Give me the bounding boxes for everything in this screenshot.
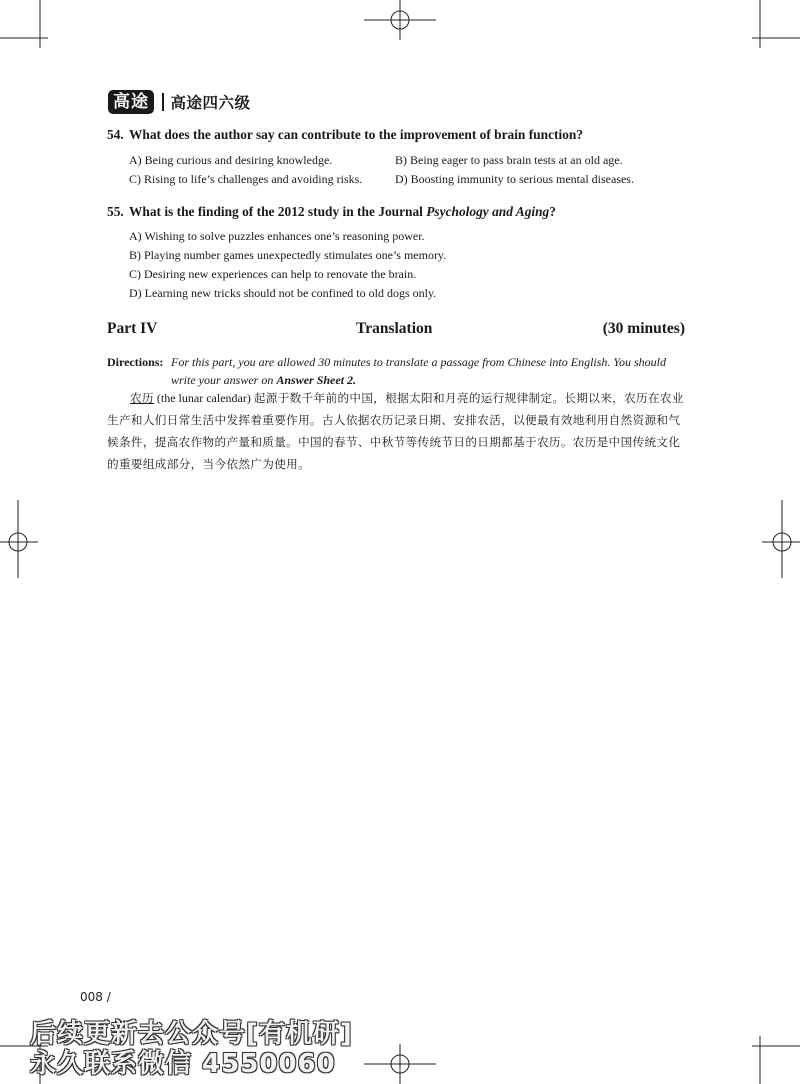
registration-mark-right [762,500,800,578]
question-text: What is the finding of the 2012 study in the Journal [129,204,427,219]
logo-divider [162,93,164,111]
passage-line-3: 候条件，提高农作物的产量和质量。中国的春节、中秋节等传统节日的日期都基于农历。农历是中国传统文化 [107,435,681,449]
q54-option-a[interactable]: A) Being curious and desiring knowledge. [129,153,333,167]
brand-logo [108,89,251,114]
answer-sheet-ref: Answer Sheet 2. [276,373,357,387]
passage-gloss: (the lunar calendar) [153,391,254,405]
journal-title: Psychology and Aging [426,204,550,219]
page-number: 008 / [80,990,111,1004]
part-title: Translation [356,320,433,337]
passage-line-2: 生产和人们日常生活中发挥着重要作用。古人依据农历记录日期、安排农活，以便最有效地利用自然资源和气 [107,413,681,427]
question-55-stem [107,204,556,220]
watermark-line-1: 后续更新去公众号[有机研] [30,1019,353,1049]
registration-mark-left [0,500,38,578]
logo-text: 高途四六级 [170,93,251,112]
q55-option-d[interactable]: D) Learning new tricks should not be confined to old dogs only. [129,286,437,300]
q54-option-b[interactable]: B) Being eager to pass brain tests at an old age. [395,153,623,167]
passage-line-1: 农历 (the lunar calendar) 起源于数千年前的中国，根据太阳和月亮的运行规律制定。长期以来，农历在农业 [130,391,684,405]
logo-box: 高途 [108,90,154,114]
question-number: 55. [107,204,124,219]
passage-term: 农历 [130,391,154,405]
q55-option-a[interactable]: A) Wishing to solve puzzles enhances one’s reasoning power. [129,229,425,243]
question-text: What does the author say can contribute to the improvement of brain function? [129,127,584,142]
registration-mark-top [364,0,436,40]
question-number: 54. [107,127,124,142]
directions-label: Directions: [107,355,164,369]
part-label: Part IV [107,320,158,337]
directions-line-1: For this part, you are allowed 30 minutes to translate a passage from Chinese into English. You should [171,355,667,369]
registration-mark-bottom [364,1044,436,1084]
q55-option-b[interactable]: B) Playing number games unexpectedly stimulates one’s memory. [129,248,447,262]
q54-option-d[interactable]: D) Boosting immunity to serious mental diseases. [395,172,634,186]
q55-option-c[interactable]: C) Desiring new experiences can help to renovate the brain. [129,267,417,281]
q54-option-c[interactable]: C) Rising to life’s challenges and avoiding risks. [129,172,363,186]
passage-line-4: 的重要组成部分，当今依然广为使用。 [107,457,311,471]
directions-line-2: write your answer on Answer Sheet 2. [171,373,357,387]
part-time: (30 minutes) [602,320,685,337]
question-mark: ? [549,204,556,219]
watermark-line-2: 永久联系微信 4550060 [30,1049,336,1079]
question-54-stem [107,127,583,143]
